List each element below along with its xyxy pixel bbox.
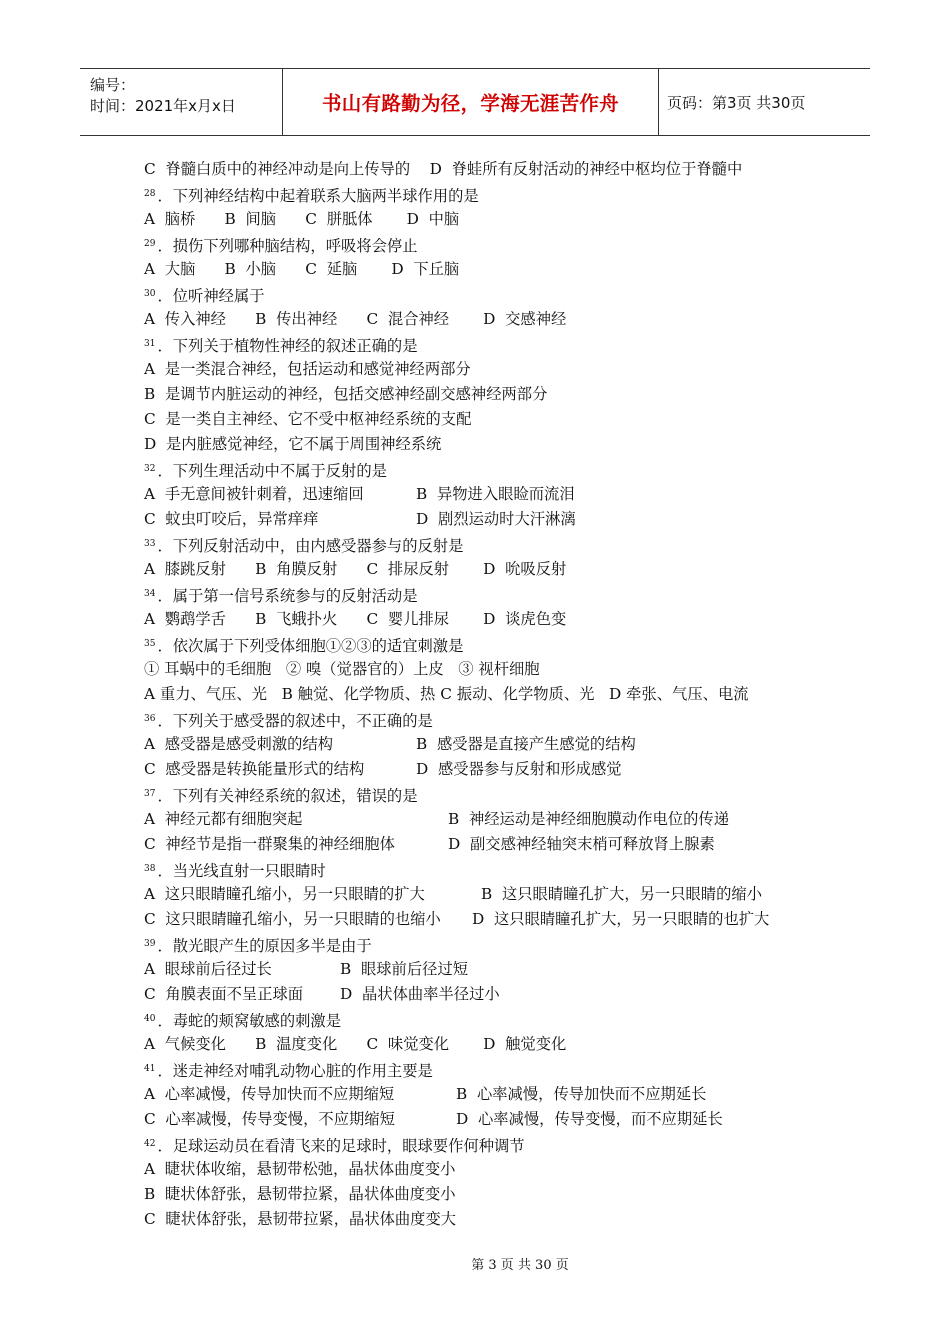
line-text: C 感受器是转换能量形式的结构: [144, 760, 365, 778]
question-stem: [144, 1057, 844, 1082]
header-motto: 书山有路勤为径，学海无涯苦作舟: [283, 69, 659, 135]
line-text: D 是内脏感觉神经，它不属于周围神经系统: [144, 435, 442, 453]
line-text: ．下列生理活动中不属于反射的是: [157, 462, 387, 480]
line-text-second-column: D 晶状体曲率半径过小: [340, 985, 500, 1003]
line-text: ．迷走神经对哺乳动物心脏的作用主要是: [157, 1062, 433, 1080]
line-text-second-column: B 这只眼睛瞳孔扩大，另一只眼睛的缩小: [481, 885, 763, 903]
option-line: [144, 607, 844, 632]
option-line: [144, 207, 844, 232]
question-stem: [144, 707, 844, 732]
option-line: [144, 907, 844, 932]
line-text: C 是一类自主神经、它不受中枢神经系统的支配: [144, 410, 472, 428]
option-line: [144, 807, 844, 832]
header-left-cell: [80, 69, 283, 135]
option-line: [144, 882, 844, 907]
question-number: 34: [144, 589, 156, 599]
line-text: ．下列有关神经系统的叙述，错误的是: [157, 787, 418, 805]
line-text-second-column: B 异物进入眼睑而流泪: [416, 485, 575, 503]
option-line: [144, 557, 844, 582]
option-line: [144, 1032, 844, 1057]
option-line: [144, 957, 844, 982]
question-number: 30: [144, 289, 156, 299]
page-header: [80, 68, 870, 136]
line-text: A 是一类混合神经，包括运动和感觉神经两部分: [144, 360, 471, 378]
line-text: C 蚊虫叮咬后，异常痒痒: [144, 510, 319, 528]
line-text: A 脑桥 B 间脑 C 胼胝体 D 中脑: [144, 210, 460, 228]
question-number: 42: [144, 1139, 156, 1149]
question-number: 36: [144, 714, 156, 724]
question-stem: [144, 1132, 844, 1157]
line-text-second-column: B 神经运动是神经细胞膜动作电位的传递: [448, 810, 730, 828]
line-text: C 睫状体舒张，悬韧带拉紧，晶状体曲度变大: [144, 1210, 457, 1228]
line-text: ．足球运动员在看清飞来的足球时，眼球要作何种调节: [157, 1137, 525, 1155]
option-line: [144, 657, 844, 682]
question-stem: [144, 532, 844, 557]
option-line: [144, 257, 844, 282]
line-text-second-column: B 感受器是直接产生感觉的结构: [416, 735, 636, 753]
line-text: A 大脑 B 小脑 C 延脑 D 下丘脑: [144, 260, 460, 278]
question-number: 32: [144, 464, 156, 474]
header-page-info: 页码：第3页 共30页: [667, 93, 806, 112]
line-text: ．位听神经属于: [157, 287, 265, 305]
option-line: [144, 357, 844, 382]
line-text: ．下列反射活动中，由内感受器参与的反射是: [157, 537, 464, 555]
line-text: C 这只眼睛瞳孔缩小，另一只眼睛的也缩小: [144, 910, 441, 928]
question-stem: [144, 932, 844, 957]
line-text: A 重力、气压、光 B 触觉、化学物质、热 C 振动、化学物质、光 D 牵张、气压、电流: [144, 685, 749, 703]
line-text: A 传入神经 B 传出神经 C 混合神经 D 交感神经: [144, 310, 567, 328]
option-line: [144, 982, 844, 1007]
question-number: 35: [144, 639, 156, 649]
line-text-second-column: B 眼球前后径过短: [340, 960, 469, 978]
line-text: A 气候变化 B 温度变化 C 味觉变化 D 触觉变化: [144, 1035, 567, 1053]
option-line: [144, 832, 844, 857]
line-text-second-column: D 副交感神经轴突末梢可释放肾上腺素: [448, 835, 715, 853]
line-text: B 睫状体舒张，悬韧带拉紧，晶状体曲度变小: [144, 1185, 456, 1203]
line-text: C 角膜表面不呈正球面: [144, 985, 304, 1003]
line-text: ．下列关于植物性神经的叙述正确的是: [157, 337, 418, 355]
line-text: A 手无意间被针刺着，迅速缩回: [144, 485, 364, 503]
option-line: [144, 407, 844, 432]
option-line: [144, 757, 844, 782]
option-line: [144, 432, 844, 457]
option-line: [144, 382, 844, 407]
line-text: ．属于第一信号系统参与的反射活动是: [157, 587, 418, 605]
line-text-second-column: D 感受器参与反射和形成感觉: [416, 760, 622, 778]
question-stem: [144, 182, 844, 207]
option-line: [144, 307, 844, 332]
line-text: A 膝跳反射 B 角膜反射 C 排尿反射 D 吮吸反射: [144, 560, 567, 578]
line-text: A 鹦鹉学舌 B 飞蛾扑火 C 婴儿排尿 D 谈虎色变: [144, 610, 567, 628]
line-text-second-column: D 心率减慢，传导变慢，而不应期延长: [456, 1110, 723, 1128]
line-text: ．当光线直射一只眼睛时: [157, 862, 326, 880]
question-stem: [144, 232, 844, 257]
line-text: ．散光眼产生的原因多半是由于: [157, 937, 372, 955]
question-number: 37: [144, 789, 156, 799]
line-text: ．依次属于下列受体细胞①②③的适宜刺激是: [157, 637, 464, 655]
line-text-second-column: D 剧烈运动时大汗淋漓: [416, 510, 576, 528]
line-text: A 心率减慢，传导加快而不应期缩短: [144, 1085, 395, 1103]
question-number: 29: [144, 239, 156, 249]
question-stem: [144, 632, 844, 657]
option-line: [144, 1107, 844, 1132]
question-stem: [144, 857, 844, 882]
line-text: ．毒蛇的颊窝敏感的刺激是: [157, 1012, 342, 1030]
question-stem: [144, 582, 844, 607]
option-line: [144, 1082, 844, 1107]
question-number: 41: [144, 1064, 156, 1074]
line-text: A 睫状体收缩，悬韧带松弛，晶状体曲度变小: [144, 1160, 456, 1178]
question-number: 28: [144, 189, 156, 199]
option-line: [144, 507, 844, 532]
line-text: B 是调节内脏运动的神经，包括交感神经副交感神经两部分: [144, 385, 548, 403]
question-stem: [144, 782, 844, 807]
serial-label: 编号：: [90, 76, 136, 94]
question-number: 38: [144, 864, 156, 874]
question-number: 40: [144, 1014, 156, 1024]
question-number: 39: [144, 939, 156, 949]
question-content: [144, 157, 844, 1232]
line-text: ① 耳蜗中的毛细胞 ② 嗅（觉器官的）上皮 ③ 视杆细胞: [144, 660, 540, 678]
question-number: 31: [144, 339, 156, 349]
question-stem: [144, 457, 844, 482]
line-text: C 神经节是指一群聚集的神经细胞体: [144, 835, 395, 853]
option-line: [144, 1157, 844, 1182]
line-text-second-column: D 这只眼睛瞳孔扩大，另一只眼睛的也扩大: [472, 910, 770, 928]
time-label: 时间：2021年x月x日: [90, 97, 236, 115]
line-text: C 脊髓白质中的神经冲动是向上传导的 D 脊蛙所有反射活动的神经中枢均位于脊髓中: [144, 160, 743, 178]
page-footer: 第 3 页 共 30 页: [471, 1258, 569, 1273]
line-text: A 感受器是感受刺激的结构: [144, 735, 334, 753]
line-text: ．下列关于感受器的叙述中，不正确的是: [157, 712, 433, 730]
option-line: [144, 482, 844, 507]
line-text: A 眼球前后径过长: [144, 960, 272, 978]
line-text-second-column: B 心率减慢，传导加快而不应期延长: [456, 1085, 707, 1103]
line-text: A 这只眼睛瞳孔缩小，另一只眼睛的扩大: [144, 885, 425, 903]
option-line: [144, 682, 844, 707]
option-line: [144, 732, 844, 757]
question-stem: [144, 1007, 844, 1032]
line-text: ．下列神经结构中起着联系大脑两半球作用的是: [157, 187, 479, 205]
line-text: A 神经元都有细胞突起: [144, 810, 303, 828]
line-text: ．损伤下列哪种脑结构，呼吸将会停止: [157, 237, 418, 255]
line-text: C 心率减慢，传导变慢，不应期缩短: [144, 1110, 395, 1128]
question-stem: [144, 332, 844, 357]
option-line: [144, 1207, 844, 1232]
question-number: 33: [144, 539, 156, 549]
option-line: [144, 157, 844, 182]
question-stem: [144, 282, 844, 307]
option-line: [144, 1182, 844, 1207]
